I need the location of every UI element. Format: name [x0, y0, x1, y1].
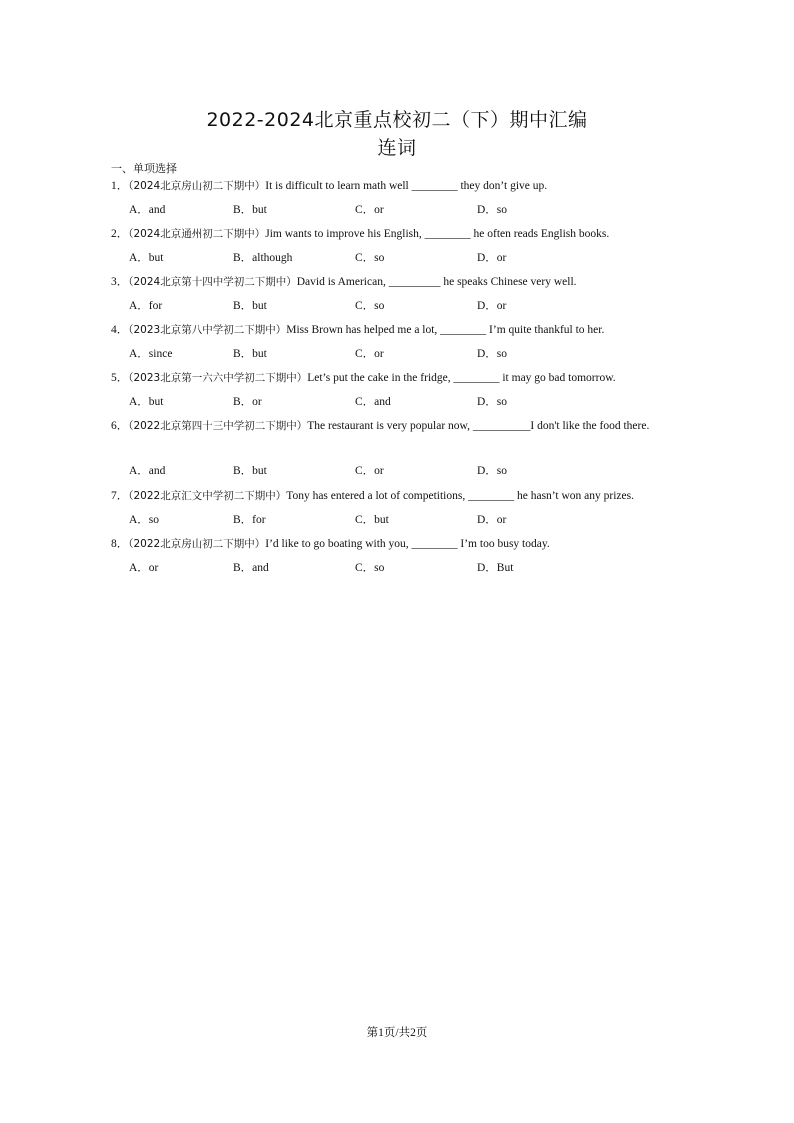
- option-d: D．or: [477, 300, 507, 312]
- option-b: B．but: [233, 465, 267, 477]
- question-source: （2024北京房山初二下期中）: [128, 180, 266, 192]
- question-number: 3．: [111, 276, 129, 288]
- question-text: Tony has entered a lot of competitions, ________ he hasn’t won any prizes.: [286, 490, 634, 502]
- option-a: A．or: [129, 562, 159, 574]
- question-text: The restaurant is very popular now, __________I don't like the food there.: [307, 420, 650, 432]
- option-b: B．but: [233, 300, 267, 312]
- option-c: C．or: [355, 465, 384, 477]
- question-2: [111, 226, 691, 242]
- document-title: 2022-2024北京重点校初二（下）期中汇编: [206, 109, 588, 131]
- question-text: I’d like to go boating with you, ________ I’m too busy today.: [265, 538, 550, 550]
- question-8: [111, 536, 691, 552]
- question-source: （2023北京第八中学初二下期中）: [128, 324, 287, 336]
- question-number: 4．: [111, 324, 129, 336]
- question-source: （2023北京第一六六中学初二下期中）: [128, 372, 308, 384]
- question-1: [111, 178, 691, 194]
- option-a: A．so: [129, 514, 160, 526]
- option-a: A．and: [129, 204, 166, 216]
- question-7: [111, 488, 691, 504]
- question-number: 6．: [111, 420, 129, 432]
- option-d: D．so: [477, 465, 508, 477]
- option-b: B．but: [233, 204, 267, 216]
- question-source: （2024北京第十四中学初二下期中）: [128, 276, 297, 288]
- question-number: 1．: [111, 180, 129, 192]
- option-a: A．but: [129, 396, 164, 408]
- option-b: B．or: [233, 396, 262, 408]
- question-6: [111, 418, 691, 434]
- option-b: B．for: [233, 514, 266, 526]
- option-d: D．so: [477, 396, 508, 408]
- option-c: C．but: [355, 514, 389, 526]
- question-text: Let’s put the cake in the fridge, ________ it may go bad tomorrow.: [307, 372, 616, 384]
- question-5: [111, 370, 691, 386]
- option-d: D．or: [477, 514, 507, 526]
- option-b: B．but: [233, 348, 267, 360]
- question-text: It is difficult to learn math well ________ they don’t give up.: [265, 180, 548, 192]
- section-heading: 一、单项选择: [111, 162, 177, 175]
- option-c: C．so: [355, 300, 385, 312]
- page-footer: 第1页/共2页: [366, 1027, 428, 1039]
- option-c: C．so: [355, 562, 385, 574]
- option-d: D．But: [477, 562, 514, 574]
- question-number: 2．: [111, 228, 129, 240]
- option-d: D．so: [477, 348, 508, 360]
- option-b: B．although: [233, 252, 293, 264]
- option-c: C．or: [355, 348, 384, 360]
- question-text: Jim wants to improve his English, ________ he often reads English books.: [265, 228, 610, 240]
- option-c: C．so: [355, 252, 385, 264]
- question-source: （2022北京第四十三中学初二下期中）: [128, 420, 308, 432]
- option-a: A．and: [129, 465, 166, 477]
- option-a: A．but: [129, 252, 164, 264]
- question-text: David is American, _________ he speaks Chinese very well.: [296, 276, 577, 288]
- question-source: （2024北京通州初二下期中）: [128, 228, 266, 240]
- option-c: C．and: [355, 396, 391, 408]
- question-source: （2022北京房山初二下期中）: [128, 538, 266, 550]
- question-4: [111, 322, 691, 338]
- question-number: 5．: [111, 372, 129, 384]
- question-number: 8．: [111, 538, 129, 550]
- question-text: Miss Brown has helped me a lot, ________ I’m quite thankful to her.: [286, 324, 605, 336]
- option-d: D．so: [477, 204, 508, 216]
- option-a: A．for: [129, 300, 163, 312]
- question-3: [111, 274, 691, 290]
- question-number: 7．: [111, 490, 129, 502]
- question-source: （2022北京汇文中学初二下期中）: [128, 490, 287, 502]
- option-b: B．and: [233, 562, 269, 574]
- document-subtitle: 连词: [377, 137, 417, 159]
- option-d: D．or: [477, 252, 507, 264]
- option-a: A．since: [129, 348, 173, 360]
- option-c: C．or: [355, 204, 384, 216]
